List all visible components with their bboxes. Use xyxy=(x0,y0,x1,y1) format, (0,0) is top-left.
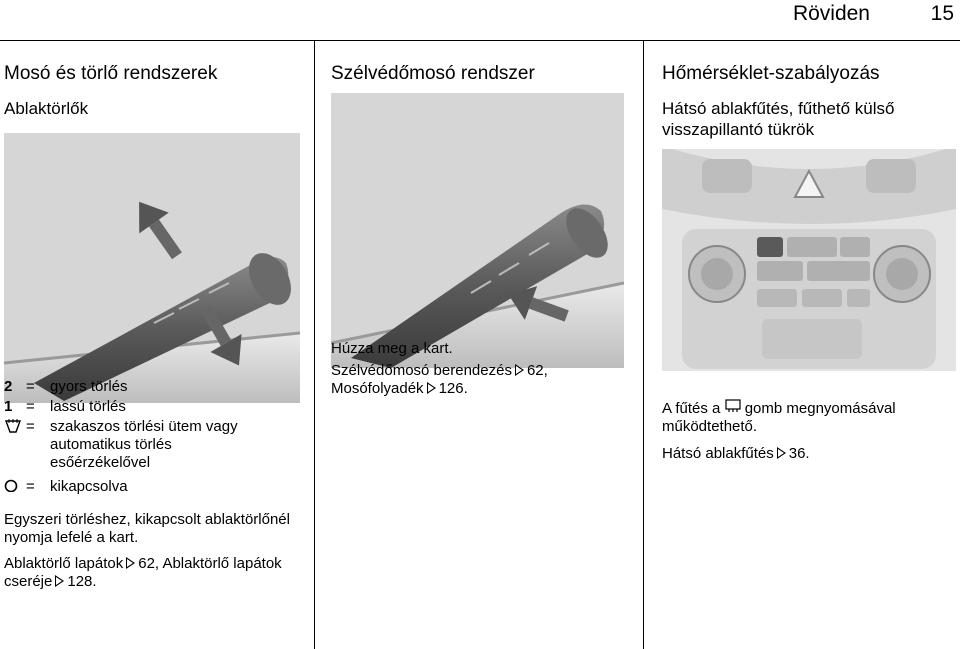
subsection-title: Ablaktörlők xyxy=(4,99,89,118)
wiper-stalk-illustration xyxy=(4,133,300,403)
page-reference-icon xyxy=(515,364,524,376)
wiper-stalk-figure xyxy=(4,133,300,403)
instruction-text: gomb megnyomásával működtethető. xyxy=(662,400,896,435)
reference-text: Szélvédőmosó berendezés xyxy=(331,362,512,379)
legend-description: lassú törlés xyxy=(50,398,126,415)
subsection-title-line-1: Hátsó ablakfűtés, fűthető külső xyxy=(662,99,895,118)
page-reference-icon xyxy=(777,447,786,459)
page-reference-icon xyxy=(126,557,135,569)
reference-text: Hátsó ablakfűtés xyxy=(662,445,774,462)
wiper-blade-reference xyxy=(4,555,294,591)
climate-panel-figure xyxy=(662,149,956,371)
reference-text: Ablaktörlő lapátok xyxy=(4,555,124,572)
climate-panel-illustration xyxy=(662,149,956,371)
instruction-text: A fűtés a xyxy=(662,400,721,417)
section-title: Szélvédőmosó rendszer xyxy=(331,63,535,84)
heating-instruction xyxy=(662,399,952,436)
intermittent-wipe-icon xyxy=(4,418,26,472)
rear-window-heat-icon xyxy=(725,400,741,417)
legend-item-intermittent xyxy=(4,418,275,472)
reference-link[interactable]: 126. xyxy=(438,380,468,397)
washer-reference xyxy=(331,362,621,398)
column-wipers xyxy=(4,41,304,641)
legend-description: kikapcsolva xyxy=(50,478,128,495)
single-wipe-paragraph: Egyszeri törléshez, kikapcsolt ablaktörlőnél nyomja lefelé a kart. xyxy=(4,511,290,546)
washer-stalk-illustration xyxy=(331,93,624,368)
column-divider-1 xyxy=(314,41,315,649)
column-divider-2 xyxy=(643,41,644,649)
legend-symbol: 2 xyxy=(4,378,13,395)
legend-equals: = xyxy=(26,398,35,415)
legend-item-slow xyxy=(4,398,126,416)
off-symbol-icon xyxy=(4,478,26,497)
pull-lever-instruction: Húzza meg a kart. xyxy=(331,340,453,357)
legend-description: gyors törlés xyxy=(50,378,128,395)
reference-link[interactable]: 36. xyxy=(788,445,810,462)
column-washer xyxy=(331,41,631,641)
legend-equals: = xyxy=(26,418,35,435)
column-climate xyxy=(662,41,958,641)
page-reference-icon xyxy=(427,382,436,394)
reference-link[interactable]: 62, Ablaktörlő lapátok cseréje xyxy=(4,555,282,590)
legend-item-fast xyxy=(4,378,128,396)
legend-description: szakaszos törlési ütem vagy automatikus törlés esőérzékelővel xyxy=(50,418,238,471)
page-reference-icon xyxy=(55,575,64,587)
legend-equals: = xyxy=(26,478,35,495)
legend-equals: = xyxy=(26,378,35,395)
section-title: Hőmérséklet-szabályozás xyxy=(662,63,880,84)
subsection-title-line-2: visszapillantó tükrök xyxy=(662,120,815,139)
legend-symbol: 1 xyxy=(4,398,13,415)
washer-stalk-figure xyxy=(331,93,624,368)
section-title: Mosó és törlő rendszerek xyxy=(4,63,218,84)
running-title: Röviden xyxy=(792,2,870,25)
page-number: 15 xyxy=(930,2,954,25)
rear-window-heating-reference xyxy=(662,445,952,463)
reference-link[interactable]: 62, Mosófolyadék xyxy=(331,362,548,397)
page-header xyxy=(0,0,960,40)
reference-link[interactable]: 128. xyxy=(67,573,97,590)
legend-item-off xyxy=(4,478,128,497)
